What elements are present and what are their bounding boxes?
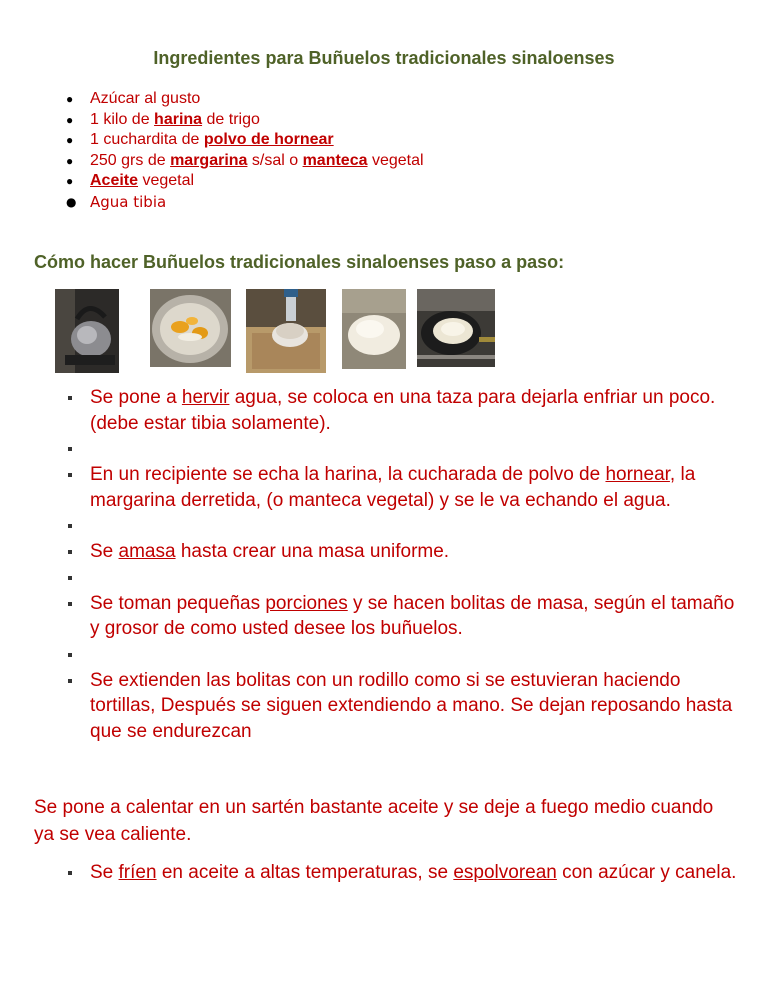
bullet-icon: ● bbox=[66, 153, 74, 168]
empty-step-item bbox=[62, 436, 742, 462]
document-title: Ingredientes para Buñuelos tradicionales sinaloenses bbox=[153, 48, 615, 68]
bullet-icon: ● bbox=[66, 133, 74, 148]
empty-step-item bbox=[62, 642, 742, 668]
ingredient-link-polvo[interactable]: polvo de hornear bbox=[203, 131, 334, 149]
photo-kettle bbox=[55, 289, 119, 373]
photo-flour bbox=[246, 289, 326, 373]
ingredient-link-margarina[interactable]: margarina bbox=[170, 151, 248, 169]
photo-frying bbox=[417, 289, 495, 367]
step-item: Se amasa hasta crear una masa uniforme. bbox=[62, 539, 742, 565]
square-bullet-icon bbox=[68, 524, 72, 528]
ingredient-link-aceite[interactable]: Aceite bbox=[90, 172, 139, 190]
photo-dough bbox=[342, 289, 406, 369]
empty-step-item bbox=[62, 565, 742, 591]
step-link-hervir[interactable]: hervir bbox=[181, 387, 230, 408]
ingredient-link-harina[interactable]: harina bbox=[154, 110, 203, 128]
square-bullet-icon bbox=[68, 550, 72, 554]
square-bullet-icon bbox=[68, 396, 72, 400]
step-item: Se pone a hervir agua, se coloca en una taza para dejarla enfriar un poco. (debe estar tibia solamente). bbox=[62, 385, 742, 436]
empty-step-item bbox=[62, 513, 742, 539]
step-link-hornear[interactable]: hornear bbox=[605, 464, 670, 485]
square-bullet-icon bbox=[68, 871, 72, 875]
steps-list bbox=[62, 385, 742, 744]
ingredient-item: ● Aceite vegetal bbox=[66, 172, 195, 190]
final-steps-list bbox=[62, 860, 742, 886]
square-bullet-icon bbox=[68, 602, 72, 606]
step-link-porciones[interactable]: porciones bbox=[265, 592, 348, 614]
ingredient-item: ● 1 cuchardita de polvo de hornear bbox=[66, 131, 334, 149]
square-bullet-icon bbox=[68, 679, 72, 683]
step-item: En un recipiente se echa la harina, la cucharada de polvo de hornear, la margarina derretida, (o manteca vegetal) y se le va echando el agua. bbox=[62, 462, 742, 513]
square-bullet-icon bbox=[68, 473, 72, 477]
ingredients-list bbox=[62, 89, 424, 213]
square-bullet-icon bbox=[68, 653, 72, 657]
step-item: Se fríen en aceite a altas temperaturas, se espolvorean con azúcar y canela. bbox=[62, 860, 742, 886]
body-paragraph: Se pone a calentar en un sartén bastante aceite y se deje a fuego medio cuando ya se vea caliente. bbox=[34, 797, 714, 845]
step-link-amasa[interactable]: amasa bbox=[118, 541, 176, 562]
ingredient-item: ● 1 kilo de harina de trigo bbox=[66, 110, 260, 128]
bullet-icon: ● bbox=[66, 194, 77, 209]
square-bullet-icon bbox=[68, 576, 72, 580]
section-heading: Cómo hacer Buñuelos tradicionales sinaloenses paso a paso: bbox=[34, 252, 565, 272]
bullet-icon: ● bbox=[66, 174, 74, 189]
step-link-espolvorean[interactable]: espolvorean bbox=[453, 862, 557, 883]
ingredient-item: ● 250 grs de margarina s/sal o manteca vegetal bbox=[66, 151, 424, 169]
bullet-icon: ● bbox=[66, 112, 74, 127]
ingredient-item: ● Azúcar al gusto bbox=[66, 90, 201, 107]
ingredient-link-manteca[interactable]: manteca bbox=[302, 151, 368, 169]
ingredient-item: ● Agua tibia bbox=[66, 192, 167, 211]
step-link-frien[interactable]: fríen bbox=[118, 862, 157, 883]
step-item: Se extienden las bolitas con un rodillo como si se estuvieran haciendo tortillas, Después se siguen extendiendo a mano. Se dejan reposando hasta que se endurezcan bbox=[62, 668, 742, 745]
photo-bowl bbox=[150, 289, 231, 367]
square-bullet-icon bbox=[68, 447, 72, 451]
bullet-icon: ● bbox=[66, 92, 74, 106]
step-item: Se toman pequeñas porciones y se hacen bolitas de masa, según el tamaño y grosor de como usted desee los buñuelos. bbox=[62, 591, 742, 642]
photo-strip bbox=[55, 289, 495, 373]
